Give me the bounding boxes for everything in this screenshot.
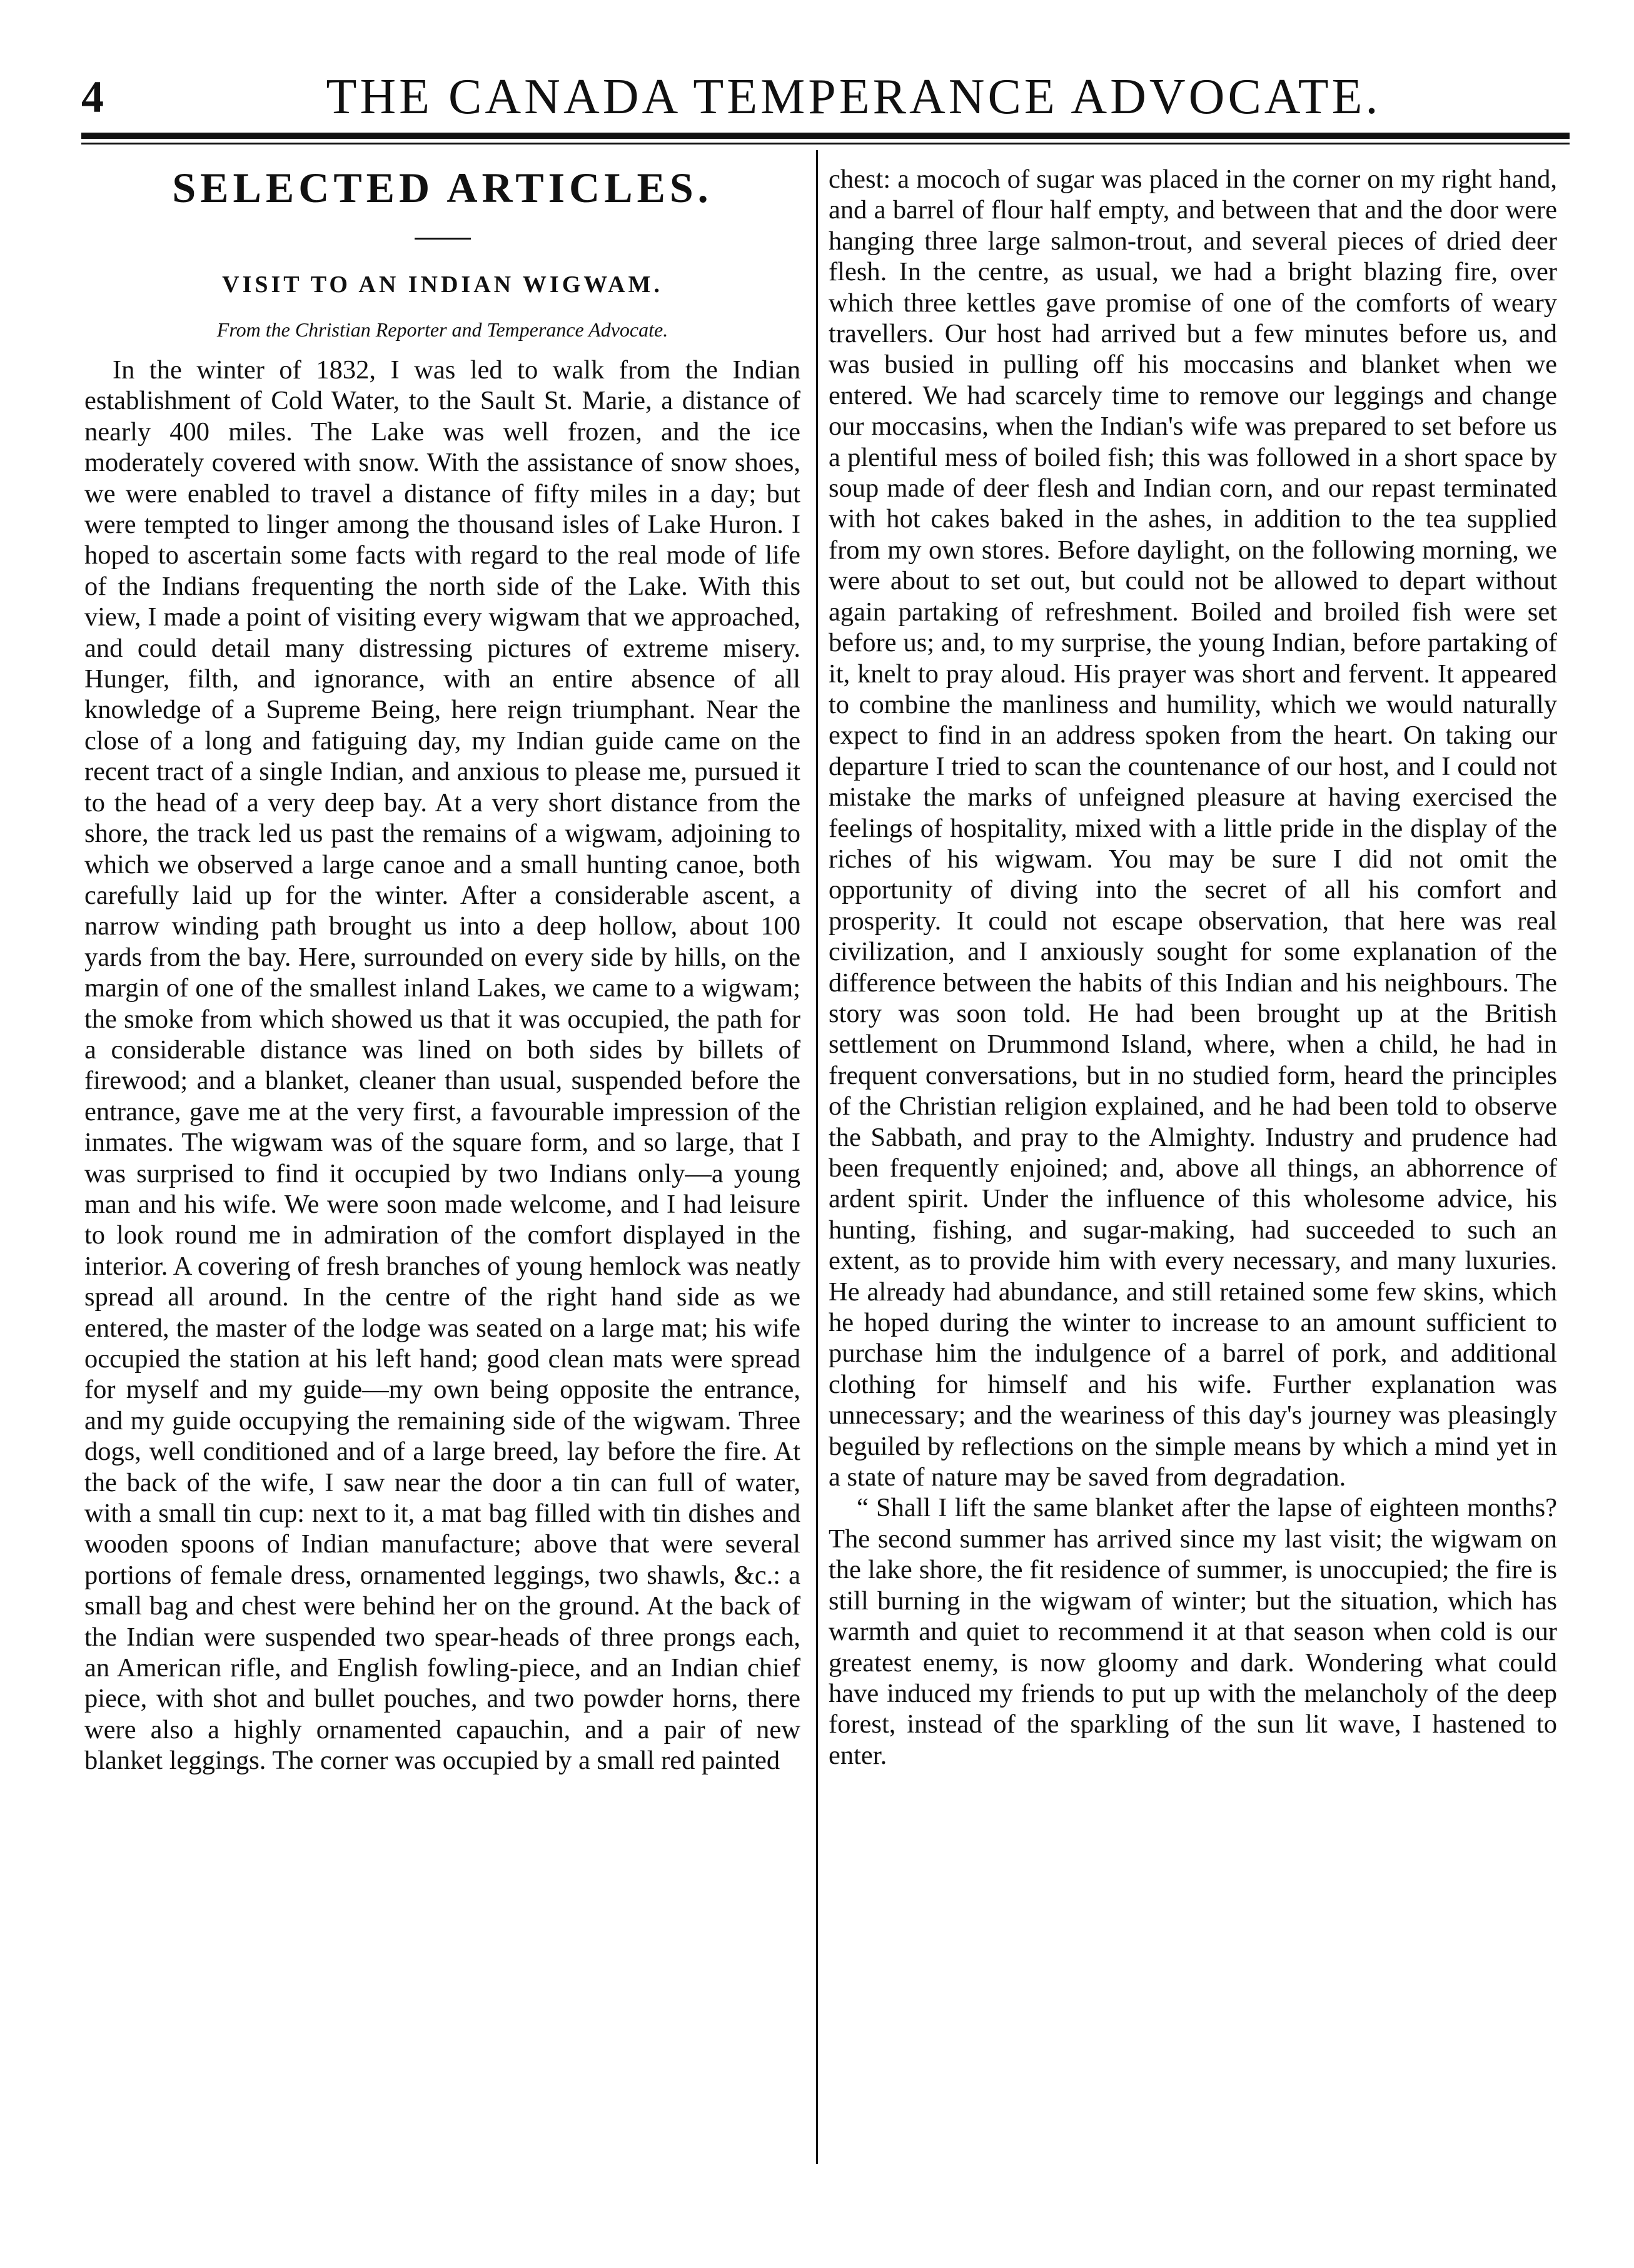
header-rule-thin	[81, 143, 1570, 144]
left-column-text: In the winter of 1832, I was led to walk from the Indian establishment of Cold Water, to the Sault St. Marie, a distance of nearly 400 miles. The Lake was well frozen, and the ice moderately covered with snow. With the assistance of snow shoes, we were enabled to travel a distance of fifty miles in a day; but were tempted to linger among the thousand isles of Lake Huron. I hoped to ascertain some facts with regard to the real mode of life of the Indians frequenting the north side of the Lake. With this view, I made a point of visiting every wigwam that we approached, and could detail many distressing pictures of extreme misery. Hunger, filth, and ignorance, with an entire absence of all knowledge of a Supreme Being, here reign triumphant. Near the close of a long and fatiguing day, my Indian guide came on the recent tract of a single Indian, and anxious to please me, pursued it to the head of a very deep bay. At a very short distance from the shore, the track led us past the remains of a wigwam, adjoining to which we observed a large canoe and a small hunting canoe, both carefully laid up for the winter. After a considerable ascent, a narrow winding path brought us into a deep hollow, about 100 yards from the bay. Here, surrounded on every side by hills, on the margin of one of the smallest inland Lakes, we came to a wigwam; the smoke from which showed us that it was occupied, the path for a considerable distance was lined on both sides by billets of firewood; and a blanket, cleaner than usual, suspended before the entrance, gave me at the very first, a favourable impression of the inmates. The wigwam was of the square form, and so large, that I was surprised to find it occupied by two Indians only—a young man and his wife. We were soon made welcome, and I had leisure to look round me in admiration of the comfort displayed in the interior. A covering of fresh branches of young hemlock was neatly spread all around. In the centre of the right hand side as we entered, the master of the lodge was seated on a large mat; his wife occupied the station at his left hand; good clean mats were spread for myself and my guide—my own being opposite the entrance, and my guide occupying the remaining side of the wigwam. Three dogs, well conditioned and of a large breed, lay before the fire. At the back of the wife, I saw near the door a tin can full of water, with a small tin cup: next to it, a mat bag filled with tin dishes and wooden spoons of Indian manufacture; above that were several portions of female dress, ornamented leggings, two shawls, &c.: a small bag and chest were behind her on the ground. At the back of the Indian were suspended two spear-heads of three prongs each, an American rifle, and English fowling-piece, and an Indian chief piece, with shot and bullet pouches, and two powder horns, there were also a highly ornamented capauchin, and a pair of new blanket leggings. The corner was occupied by a small red painted	[84, 355, 800, 1776]
right-column-paragraph-2: “ Shall I lift the same blanket after the lapse of eighteen months? The second summer has arrived since my last visit; the wigwam on the lake shore, the fit residence of summer, is unoccupied; the fire is still burning in the wigwam of winter; but the situation, which has warmth and quiet to recommend it at that season when cold is our greatest enemy, is now gloomy and dark. Wondering what could have induced my friends to put up with the melancholy of the deep forest, instead of the sparkling of the sun lit wave, I hastened to enter.	[829, 1493, 1557, 1770]
article-title: VISIT TO AN INDIAN WIGWAM.	[222, 271, 663, 298]
section-divider	[415, 238, 471, 240]
article-source: From the Christian Reporter and Temperance Advocate.	[216, 318, 668, 341]
page-header	[81, 59, 1570, 134]
section-title: SELECTED ARTICLES.	[172, 164, 713, 211]
left-column	[84, 163, 800, 1776]
page-number: 4	[81, 72, 104, 122]
header-rule-thick	[81, 133, 1570, 139]
column-divider	[816, 150, 818, 2164]
right-column-paragraph-1: chest: a mococh of sugar was placed in the corner on my right hand, and a barrel of flour half empty, and between that and the door were hanging three large salmon-trout, and several pieces of dried deer flesh. In the centre, as usual, we had a bright blazing fire, over which three kettles gave promise of one of the comforts of weary travellers. Our host had arrived but a few minutes before us, and was busied in pulling off his moccasins and blanket when we entered. We had scarcely time to remove our leggings and change our moccasins, when the Indian's wife was prepared to set before us a plentiful mess of boiled fish; this was followed in a short space by soup made of deer flesh and Indian corn, and our repast terminated with hot cakes baked in the ashes, in addition to the tea supplied from my own stores. Before daylight, on the following morning, we were about to set out, but could not be allowed to depart without again partaking of refreshment. Boiled and broiled fish were set before us; and, to my surprise, the young Indian, before partaking of it, knelt to pray aloud. His prayer was short and fervent. It appeared to combine the manliness and humility, which we would naturally expect to find in an address spoken from the heart. On taking our departure I tried to scan the countenance of our host, and I could not mistake the marks of unfeigned pleasure at having exercised the feelings of hospitality, mixed with a little pride in the display of the riches of his wigwam. You may be sure I did not omit the opportunity of diving into the secret of all his comfort and prosperity. It could not escape observation, that here was real civilization, and I anxiously sought for some explanation of the difference between the habits of this Indian and his neighbours. The story was soon told. He had been brought up at the British settlement on Drummond Island, where, when a child, he had in frequent conversations, but in no studied form, heard the principles of the Christian religion explained, and he had been told to observe the Sabbath, and pray to the Almighty. Industry and prudence had been frequently enjoined; and, above all things, an abhorrence of ardent spirit. Under the influence of this wholesome advice, his hunting, fishing, and sugar-making, had succeeded to such an extent, as to provide him with every necessary, and many luxuries. He already had abundance, and still retained some few skins, which he hoped during the winter to increase to an amount sufficient to purchase him the indulgence of a barrel of pork, and additional clothing for himself and his wife. Further explanation was unnecessary; and the weariness of this day's journey was pleasingly beguiled by reflections on the simple means by which a mind yet in a state of nature may be saved from degradation.	[829, 165, 1557, 1492]
running-head-title: THE CANADA TEMPERANCE ADVOCATE.	[326, 69, 1381, 124]
right-column	[829, 164, 1557, 1771]
